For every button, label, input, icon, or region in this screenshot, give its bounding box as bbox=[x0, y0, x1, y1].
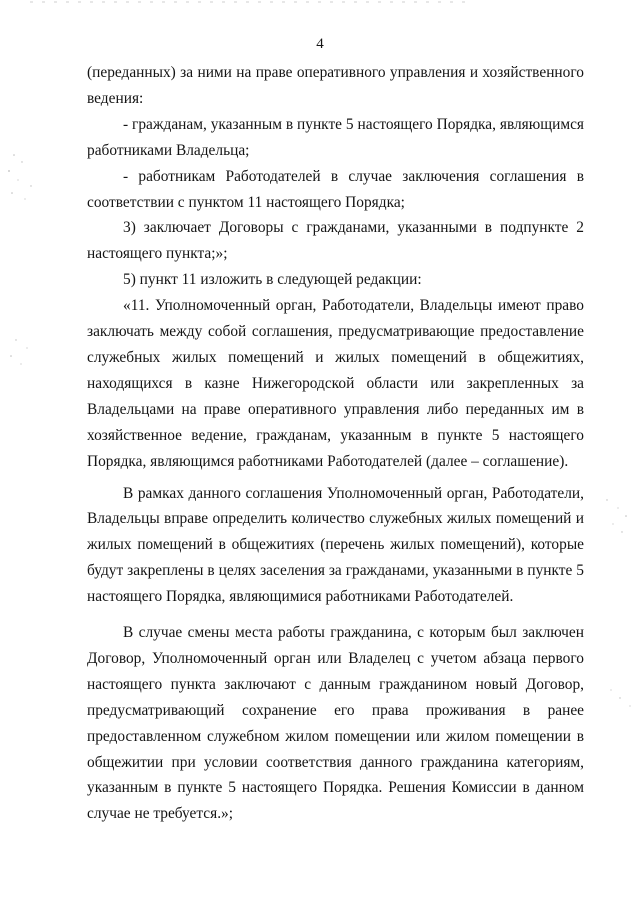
paragraph-amendment-intro: 5) пункт 11 изложить в следующей редакции: bbox=[123, 271, 422, 289]
paragraph-list-item-employees: - работникам Работодателей в случае заключения соглашения в соответствии с пунктом 11 настоящего Порядка; bbox=[87, 167, 584, 211]
document-body bbox=[87, 60, 584, 827]
paragraph-job-change: В случае смены места работы гражданина, с которым был заключен Договор, Уполномоченный орган или Владелец с учетом абзаца первого настоящего пункта заключают с данным гражданином новый Договор, предусматривающий сохранение его права проживания в ранее предоставленном служебном жилом помещении или жилом помещении в общежитии при условии соответствия данного гражданина категориям, указанным в пункте 5 настоящего Порядка. Решения Комиссии в данном случае не требуется.»; bbox=[87, 624, 584, 823]
paragraph-clause-3: 3) заключает Договоры с гражданами, указанными в подпункте 2 настоящего пункта;»; bbox=[87, 219, 584, 263]
paragraph-list-item-citizens: - гражданам, указанным в пункте 5 настоящего Порядка, являющимся работниками Владельца; bbox=[87, 115, 584, 159]
paragraph-continuation: (переданных) за ними на праве оперативного управления и хозяйственного ведения: bbox=[87, 64, 584, 107]
paragraph-clause-11: «11. Уполномоченный орган, Работодатели, Владельцы имеют право заключать между собой соглашения, предусматривающие предоставление служебных жилых помещений и жилых помещений в общежитиях, находящихся в казне Нижегородской области или закрепленных за Владельцами на праве оперативного управления либо переданных им в хозяйственное ведение, гражданам, указанным в пункте 5 настоящего Порядка, являющимся работниками Работодателей (далее – соглашение). bbox=[87, 297, 584, 470]
paragraph-agreement-scope: В рамках данного соглашения Уполномоченный орган, Работодатели, Владельцы вправе определить количество служебных жилых помещений и жилых помещений в общежитиях (перечень жилых помещений), которые будут закреплены в целях заселения за гражданами, указанными в пункте 5 настоящего Порядка, являющимися работниками Работодателей. bbox=[87, 484, 584, 606]
page-number: 4 bbox=[316, 36, 324, 52]
